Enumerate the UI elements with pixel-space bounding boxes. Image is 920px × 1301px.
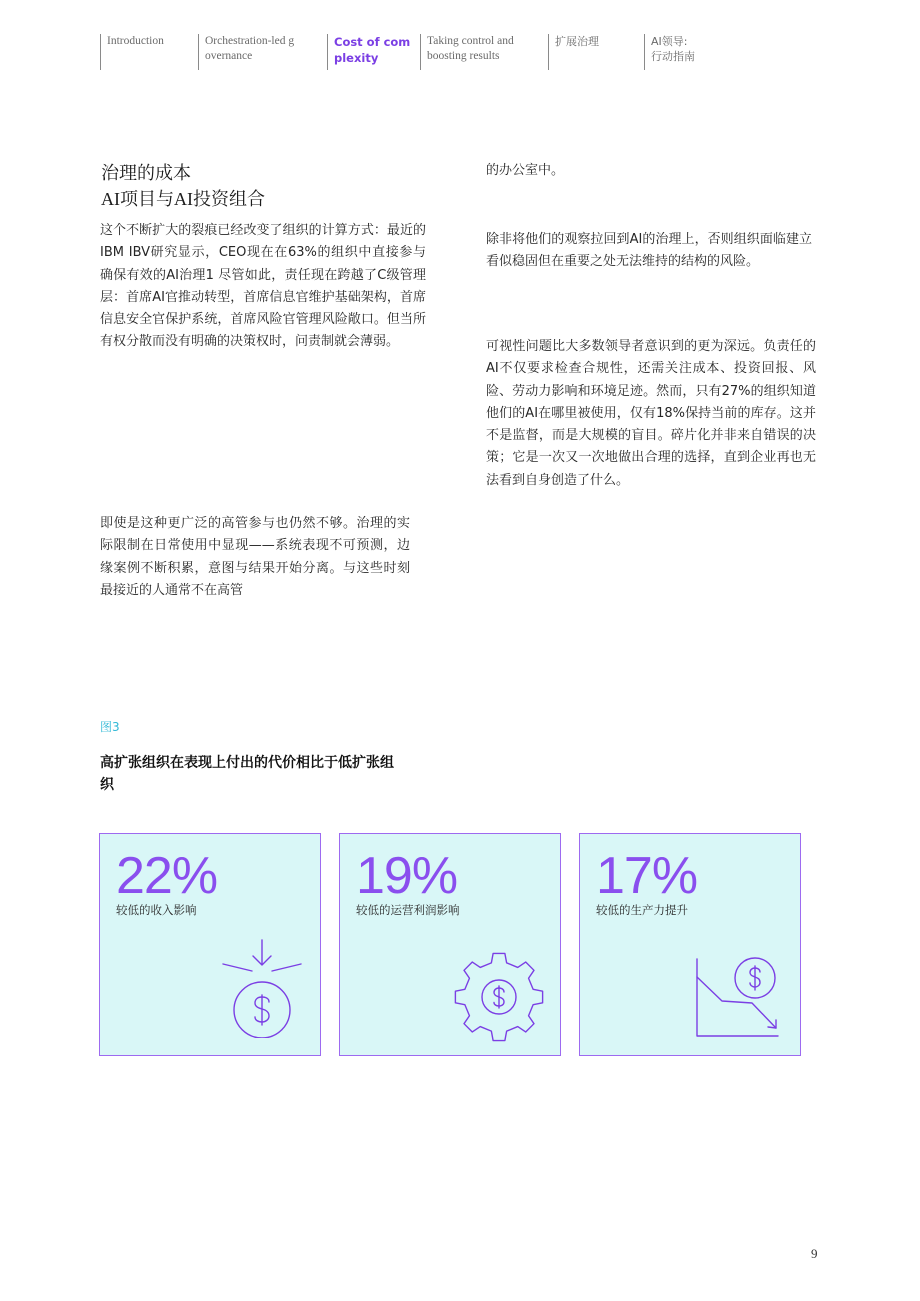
stat-value: 22%	[116, 847, 218, 905]
gear-dollar-icon	[452, 950, 546, 1044]
stat-value: 17%	[596, 847, 698, 905]
section-heading	[101, 160, 431, 212]
stat-card-productivity	[579, 833, 801, 1056]
heading-line-1: 治理的成本	[101, 163, 191, 183]
page-number: 9	[811, 1246, 818, 1261]
nav-item-orchestration[interactable]: Orchestration-led g overnance	[198, 34, 323, 70]
nav-item-scaling-governance[interactable]: 扩展治理	[548, 34, 635, 70]
body-paragraph: 这个不断扩大的裂痕已经改变了组织的计算方式：最近的IBM IBV研究显示，CEO现在在63%的组织中直接参与确保有效的AI治理1 尽管如此，责任现在跨越了C级管理层：首席AI官推动转型，首席信息官维护基础架构，首席信息安全官保护系统，首席风险官管理风险敞口。但当所有权分散而没有明确的决策权时，问责制就会薄弱。	[100, 223, 426, 350]
stat-label: 较低的生产力提升	[596, 903, 688, 917]
stat-card-operating-profit	[339, 833, 561, 1056]
stat-label: 较低的收入影响	[116, 903, 197, 917]
figure-title: 高扩张组织在表现上付出的代价相比于低扩张组织	[100, 755, 394, 793]
heading-line-2: AI项目与AI投资组合	[101, 189, 265, 209]
stat-label: 较低的运营利润影响	[356, 903, 460, 917]
nav-item-ai-leadership[interactable]: AI领导: 行动指南	[644, 34, 731, 70]
body-paragraph: 除非将他们的观察拉回到AI的治理上，否则组织面临建立看似稳固但在重要之处无法维持的结构的风险。	[486, 232, 812, 270]
body-paragraph: 可视性问题比大多数领导者意识到的更为深远。负责任的AI不仅要求检查合规性，还需关注成本、投资回报、风险、劳动力影响和环境足迹。然而，只有27%的组织知道他们的AI在哪里被使用，仅有18%保持当前的库存。这并不是监督，而是大规模的盲目。碎片化并非来自错误的决策；它是一次又一次地做出合理的选择，直到企业再也无法看到自身创造了什么。	[486, 339, 816, 488]
nav-item-introduction[interactable]: Introduction	[100, 34, 197, 70]
section-nav	[100, 34, 820, 72]
stat-card-revenue	[99, 833, 321, 1056]
body-paragraph: 即使是这种更广泛的高管参与也仍然不够。治理的实际限制在日常使用中显现——系统表现不可预测，边缘案例不断积累，意图与结果开始分离。与这些时刻最接近的人通常不在高管	[100, 516, 410, 598]
figure-label: 图3	[100, 720, 120, 734]
nav-item-cost-of-complexity[interactable]: Cost of com plexity	[327, 34, 414, 70]
body-paragraph: 的办公室中。	[486, 163, 565, 178]
coin-arrow-down-icon	[220, 938, 304, 1038]
nav-item-taking-control[interactable]: Taking control and boosting results	[420, 34, 545, 70]
stat-value: 19%	[356, 847, 458, 905]
declining-chart-dollar-icon	[694, 954, 782, 1042]
